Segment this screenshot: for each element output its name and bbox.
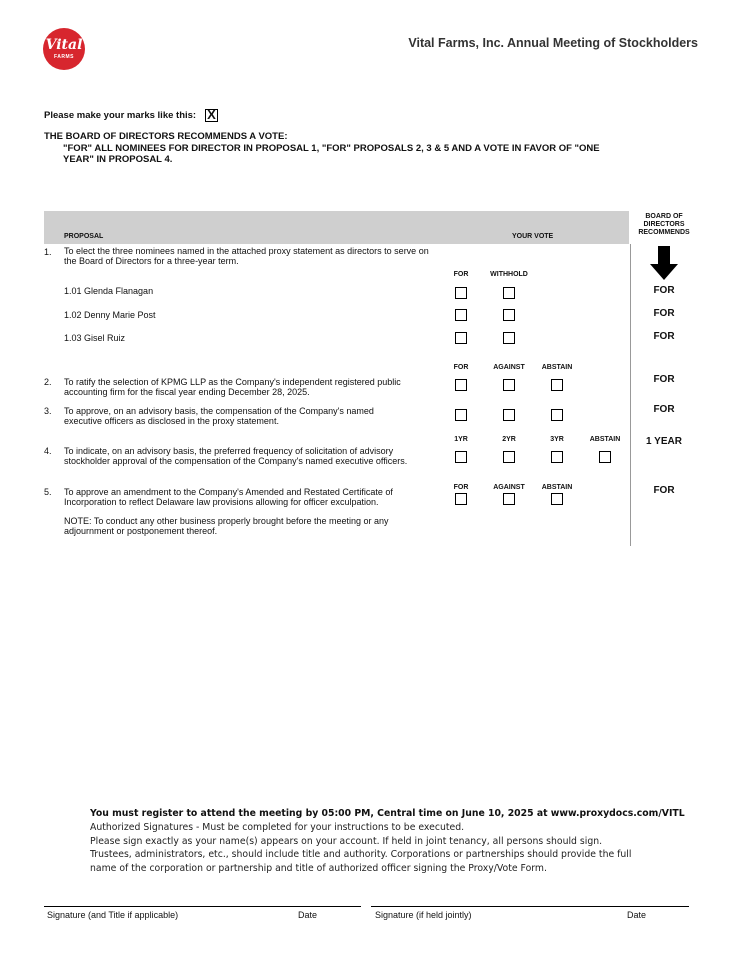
- proposal-4-text: To indicate, on an advisory basis, the preferred frequency of solicitation of advisory stockholder approval of the compensation of the Company's named executive officers.: [64, 446, 408, 466]
- board-recommends-heading: THE BOARD OF DIRECTORS RECOMMENDS A VOTE:: [44, 131, 288, 142]
- col-abstain-header-p2: ABSTAIN: [541, 364, 573, 371]
- col-3yr-header: 3YR: [550, 436, 564, 443]
- proposal-2-text: To ratify the selection of KPMG LLP as the Company's independent registered public accounting firm for the fiscal year ending December 28, 2025.: [64, 377, 401, 397]
- date-2-label: Date: [627, 910, 647, 920]
- register-notice: You must register to attend the meeting by 05:00 PM, Central time on June 10, 2025 at www.proxydocs.com/VITL: [90, 808, 685, 819]
- nominee-1-for-checkbox[interactable]: [455, 287, 467, 299]
- proposal-1-text: To elect the three nominees named in the attached proxy statement as directors to serve on the Board of Directors for a three-year term.: [64, 246, 429, 266]
- proposal-2-recommendation: FOR: [653, 374, 675, 385]
- proposal-3-for-checkbox[interactable]: [455, 409, 467, 421]
- proposal-3-abstain-checkbox[interactable]: [551, 409, 563, 421]
- authorized-signatures-text: Authorized Signatures - Must be completed for your instructions to be executed.: [90, 822, 465, 833]
- note-text: NOTE: To conduct any other business properly brought before the meeting or any adjournment or postponement thereof.: [64, 516, 389, 536]
- nominee-3-label: 1.03 Gisel Ruiz: [64, 333, 126, 343]
- proposal-2-against-checkbox[interactable]: [503, 379, 515, 391]
- vital-farms-logo: [43, 28, 85, 70]
- board-recommends-detail: "FOR" ALL NOMINEES FOR DIRECTOR IN PROPOSAL 1, "FOR" PROPOSALS 2, 3 & 5 AND A VOTE IN FAVOR OF "ONE YEAR" IN PROPOSAL 4.: [63, 143, 600, 165]
- marks-instruction: Please make your marks like this:: [44, 110, 197, 121]
- proposal-5-for-checkbox[interactable]: [455, 493, 467, 505]
- down-arrow-icon: [650, 246, 678, 280]
- signing-instructions: Please sign exactly as your name(s) appears on your account. If held in joint tenancy, all persons should sign. Trustees, administrators, etc., should include title and authority. Corporations or partnerships should provide the full name of the corporation or partnership and title of authorized officer signing the Proxy/Vote Form.: [90, 836, 632, 874]
- proposal-2-abstain-checkbox[interactable]: [551, 379, 563, 391]
- proposal-4-1yr-checkbox[interactable]: [455, 451, 467, 463]
- col-for-header-p2: FOR: [453, 364, 469, 371]
- proposal-3-number: 3.: [44, 406, 52, 416]
- board-recommends-column-header: BOARD OF DIRECTORS RECOMMENDS: [638, 213, 690, 236]
- proposal-4-abstain-checkbox[interactable]: [599, 451, 611, 463]
- proposal-3-recommendation: FOR: [653, 404, 675, 415]
- nominee-3-for-checkbox[interactable]: [455, 332, 467, 344]
- date-1-label: Date: [298, 910, 318, 920]
- col-withhold-header: WITHHOLD: [490, 271, 528, 278]
- proposal-5-against-checkbox[interactable]: [503, 493, 515, 505]
- proposal-5-number: 5.: [44, 487, 52, 497]
- logo-sub: FARMS: [54, 54, 74, 60]
- signature-line-2[interactable]: [371, 906, 689, 907]
- proposal-3-text: To approve, on an advisory basis, the compensation of the Company's named executive officers as disclosed in the proxy statement.: [64, 406, 374, 426]
- proposal-2-number: 2.: [44, 377, 52, 387]
- col-2yr-header: 2YR: [502, 436, 516, 443]
- proposal-5-text: To approve an amendment to the Company's Amended and Restated Certificate of Incorporation to reflect Delaware law provisions allowing for officer exculpation.: [64, 487, 393, 507]
- proposal-2-for-checkbox[interactable]: [455, 379, 467, 391]
- nominee-2-recommendation: FOR: [653, 308, 675, 319]
- page-title: Vital Farms, Inc. Annual Meeting of Stockholders: [408, 36, 698, 50]
- logo-word: Vital: [45, 37, 83, 53]
- col-abstain-header-p5: ABSTAIN: [541, 484, 573, 491]
- signature-1-label: Signature (and Title if applicable): [47, 910, 179, 920]
- nominee-2-label: 1.02 Denny Marie Post: [64, 310, 156, 320]
- nominee-3-recommendation: FOR: [653, 331, 675, 342]
- proposal-4-recommendation: 1 YEAR: [646, 436, 682, 447]
- your-vote-column-header: YOUR VOTE: [512, 233, 554, 240]
- nominee-3-withhold-checkbox[interactable]: [503, 332, 515, 344]
- proposal-column-header: PROPOSAL: [64, 233, 104, 240]
- nominee-2-for-checkbox[interactable]: [455, 309, 467, 321]
- col-against-header-p5: AGAINST: [493, 484, 525, 491]
- nominee-1-withhold-checkbox[interactable]: [503, 287, 515, 299]
- col-for-header-p5: FOR: [453, 484, 469, 491]
- proposal-4-2yr-checkbox[interactable]: [503, 451, 515, 463]
- proposal-3-against-checkbox[interactable]: [503, 409, 515, 421]
- col-abstain-header-p4: ABSTAIN: [589, 436, 621, 443]
- nominee-1-label: 1.01 Glenda Flanagan: [64, 286, 154, 296]
- example-mark-checkbox: X: [205, 109, 218, 122]
- col-1yr-header: 1YR: [454, 436, 468, 443]
- col-for-header: FOR: [453, 271, 469, 278]
- nominee-2-withhold-checkbox[interactable]: [503, 309, 515, 321]
- col-against-header-p2: AGAINST: [493, 364, 525, 371]
- proposal-5-abstain-checkbox[interactable]: [551, 493, 563, 505]
- nominee-1-recommendation: FOR: [653, 285, 675, 296]
- proposal-1-number: 1.: [44, 247, 52, 257]
- proposal-5-recommendation: FOR: [653, 485, 675, 496]
- proposal-4-3yr-checkbox[interactable]: [551, 451, 563, 463]
- proposal-4-number: 4.: [44, 446, 52, 456]
- signature-line-1[interactable]: [44, 906, 361, 907]
- signature-2-label: Signature (if held jointly): [375, 910, 472, 920]
